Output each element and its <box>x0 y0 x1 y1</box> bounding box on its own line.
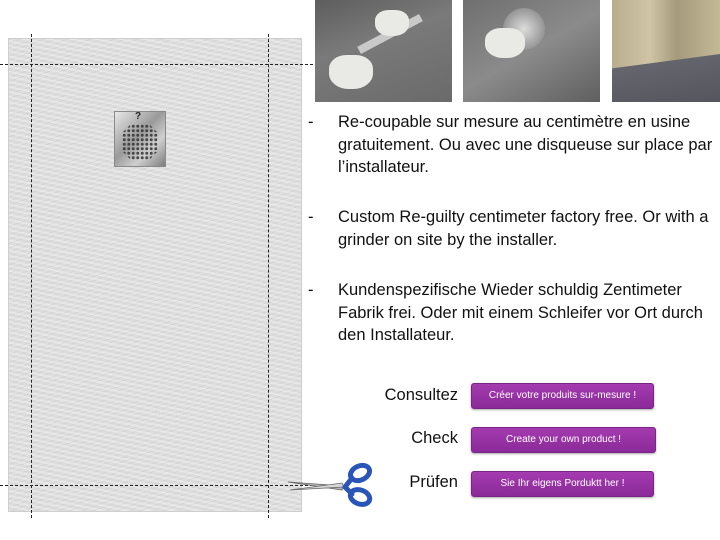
shower-drain-icon <box>114 111 166 167</box>
glove-shape <box>485 28 525 58</box>
bullet-text-english: Custom Re-guilty centimeter factory free. Or with a grinder on site by the installer. <box>338 208 709 249</box>
drain-grate <box>122 124 158 160</box>
cut-guide-bottom <box>0 485 318 486</box>
photo-cutting-marking <box>315 0 452 102</box>
glove-shape <box>329 55 373 89</box>
floor-shape <box>612 54 720 102</box>
consult-label: Consultez <box>384 386 458 404</box>
create-product-button-fr[interactable]: Créer votre produits sur-mesure ! <box>471 383 654 409</box>
glove-shape <box>375 10 409 36</box>
photo-grinder-cutting <box>463 0 600 102</box>
create-product-button-en[interactable]: Create your own product ! <box>471 427 656 453</box>
bullet-marker: - <box>308 113 314 131</box>
photo-installed-tray <box>612 0 720 102</box>
pruefen-label: Prüfen <box>409 473 458 491</box>
shower-tray-image <box>8 38 302 512</box>
create-product-button-de[interactable]: Sie Ihr eigens Porduktt her ! <box>471 471 654 497</box>
cut-guide-left <box>31 34 32 518</box>
bullet-text-german: Kundenspezifische Wieder schuldig Zentimeter Fabrik frei. Oder mit einem Schleifer vor Ort durch den Installateur. <box>338 281 703 344</box>
cut-guide-right <box>268 34 269 518</box>
bullet-marker: - <box>308 208 314 226</box>
cut-guide-top <box>0 64 318 65</box>
drain-symbol: ? <box>135 111 142 122</box>
bullet-marker: - <box>308 281 314 299</box>
check-label: Check <box>411 429 458 447</box>
bullet-text-french: Re-coupable sur mesure au centimètre en usine gratuitement. Ou avec une disqueuse sur place par l’installateur. <box>338 113 713 176</box>
